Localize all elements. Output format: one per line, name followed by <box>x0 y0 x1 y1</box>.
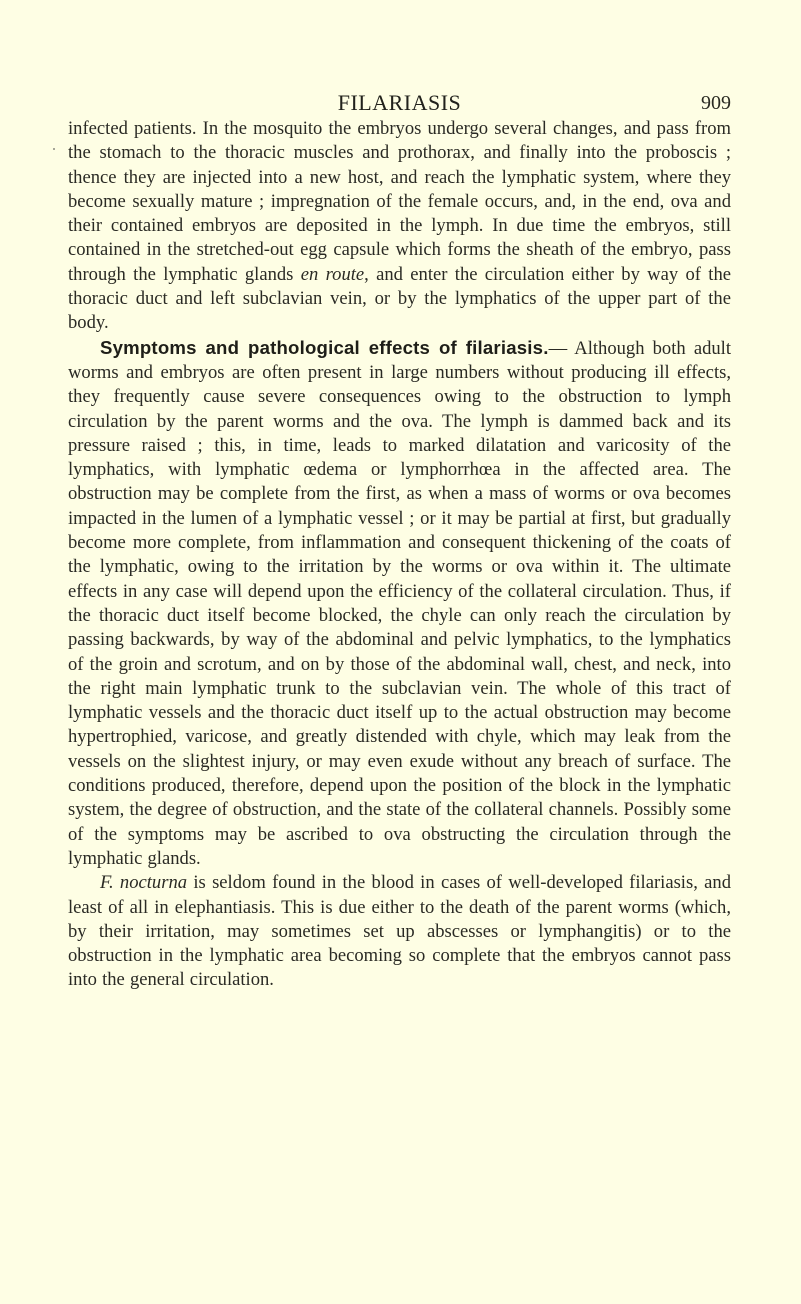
paragraph-text: infected patients. In the mosquito the embryos undergo several changes, and pass from the stomach to the thoracic muscles and prothorax, and finally into the proboscis ; thence they are injected into a new host, and reach the lymphatic system, where they become sexually mature ; impregnation of the female occurs, and, in the end, ova and their contained embryos are deposited in the lymph. In due time the embryos, still contained in the stretched-out egg capsule which forms the sheath of the embryo, pass through the lymphatic glands <box>68 118 731 285</box>
running-head <box>68 90 731 118</box>
running-title: FILARIASIS <box>337 90 462 115</box>
italic-phrase: en route <box>300 263 365 285</box>
paragraph-text: , and enter the circulation either by way of the thoracic duct and left subclavian vein, or by the lymphatics of the upper part of the body. <box>68 263 731 334</box>
paragraph-text: is seldom found in the blood in cases of well-developed filariasis, and least of all in elephantiasis. This is due either to the death of the parent worms (which, by their irritation, may sometimes set up abscesses or lymphangitis) or to the obstruction in the lymphatic area becoming so complete that the embryos cannot pass into the general circulation. <box>68 872 732 991</box>
paragraph-nocturna <box>68 871 731 992</box>
paragraph-symptoms <box>68 336 731 872</box>
heading-dash: — <box>548 337 568 359</box>
scan-speck <box>53 148 55 150</box>
species-name: F. nocturna <box>100 872 188 894</box>
section-heading: Symptoms and pathological effects of filariasis. <box>100 336 549 358</box>
paragraph-text: Although both adult worms and embryos are often present in large numbers without producing ill effects, they frequently cause severe consequences owing to the obstruction to lymph circulation by the parent worms and the ova. The lymph is dammed back and its pressure raised ; this, in time, leads to marked dilatation and varicosity of the lymphatics, with lymphatic œdema or lymphorrhœa in the affected area. The obstruction may be complete from the first, as when a mass of worms or ova becomes impacted in the lumen of a lymphatic vessel ; or it may be partial at first, but gradually become more complete, from inflammation and consequent thickening of the coats of the lymphatic, owing to the irritation by the worms or ova within it. The ultimate effects in any case will depend upon the efficiency of the collateral circulation. Thus, if the thoracic duct itself become blocked, the chyle can only reach the circulation by passing backwards, by way of the abdominal and pelvic lymphatics, to the lymphatics of the groin and scrotum, and on by those of the abdominal wall, chest, and neck, into the right main lymphatic trunk to the subclavian vein. The whole of this tract of lymphatic vessels and the thoracic duct itself up to the actual obstruction may become hypertrophied, varicose, and greatly distended with chyle, which may leak from the vessels on the slightest injury, or may even exude without any breach of surface. The conditions produced, therefore, depend upon the position of the block in the lymphatic system, the degree of obstruction, and the state of the collateral channels. Possibly some of the symptoms may be ascribed to ova obstructing the circulation through the lymphatic glands. <box>68 337 732 869</box>
paragraph-continuation <box>68 117 731 336</box>
page-number: 909 <box>701 92 731 114</box>
body-text <box>68 117 731 993</box>
